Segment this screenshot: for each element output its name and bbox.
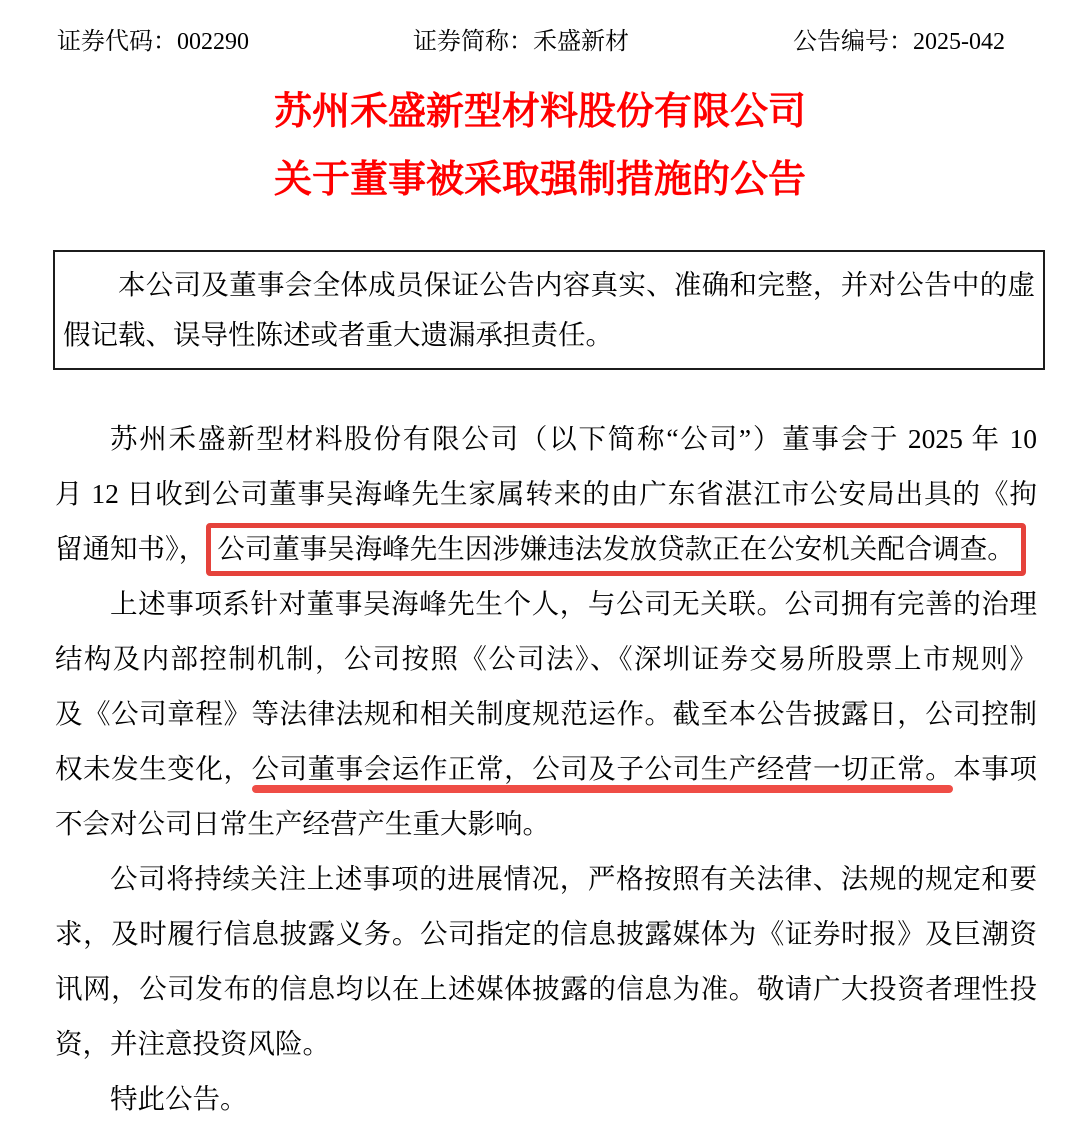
- paragraph-line: [55, 741, 1037, 796]
- disclaimer-line: 本公司及董事会全体成员保证公告内容真实、准确和完整，并对公告中的虚: [118, 269, 1035, 300]
- paragraph-line: [55, 521, 1037, 576]
- closing-line: 特此公告。: [110, 1083, 248, 1114]
- company-title: 苏州禾盛新型材料股份有限公司: [273, 91, 806, 133]
- document-body: [55, 411, 1037, 1123]
- securities-name: 证券简称：禾盛新材: [413, 29, 629, 55]
- highlight-boxed-text: 公司董事吴海峰先生因涉嫌违法发放贷款正在公安机关配合调查。: [206, 523, 1026, 576]
- text-segment: 本事项: [953, 753, 1038, 784]
- securities-code: 证券代码：002290: [57, 29, 249, 55]
- disclaimer-line: 假记载、误导性陈述或者重大遗漏承担责任。: [63, 319, 613, 350]
- paragraph-line: 资，并注意投资风险。: [55, 1028, 330, 1059]
- announcement-number: 公告编号：2025-042: [793, 29, 1005, 55]
- paragraph-line: 月 12 日收到公司董事吴海峰先生家属转来的由广东省湛江市公安局出具的《拘: [55, 478, 1037, 509]
- paragraph-line: 讯网，公司发布的信息均以在上述媒体披露的信息为准。敬请广大投资者理性投: [55, 973, 1037, 1004]
- paragraph-line: 上述事项系针对董事吴海峰先生个人，与公司无关联。公司拥有完善的治理: [110, 588, 1037, 619]
- announcement-title: 关于董事被采取强制措施的公告: [273, 159, 806, 201]
- text-segment: 权未发生变化，: [55, 753, 252, 784]
- paragraph-line: 求，及时履行信息披露义务。公司指定的信息披露媒体为《证券时报》及巨潮资: [55, 918, 1037, 949]
- paragraph-line: 结构及内部控制机制，公司按照《公司法》、《深圳证券交易所股票上市规则》: [55, 643, 1037, 674]
- disclaimer-box: [53, 250, 1045, 370]
- paragraph-line: 及《公司章程》等法律法规和相关制度规范运作。截至本公告披露日，公司控制: [55, 698, 1037, 729]
- paragraph-line: 不会对公司日常生产经营产生重大影响。: [55, 808, 550, 839]
- highlight-underlined-text: 公司董事会运作正常，公司及子公司生产经营一切正常。: [251, 753, 954, 784]
- document-header: [57, 26, 1005, 58]
- paragraph-line: 苏州禾盛新型材料股份有限公司（以下简称“公司”）董事会于 2025 年 10: [110, 423, 1037, 454]
- text-segment: 留通知书》，: [55, 533, 207, 564]
- paragraph-line: 公司将持续关注上述事项的进展情况，严格按照有关法律、法规的规定和要: [110, 863, 1037, 894]
